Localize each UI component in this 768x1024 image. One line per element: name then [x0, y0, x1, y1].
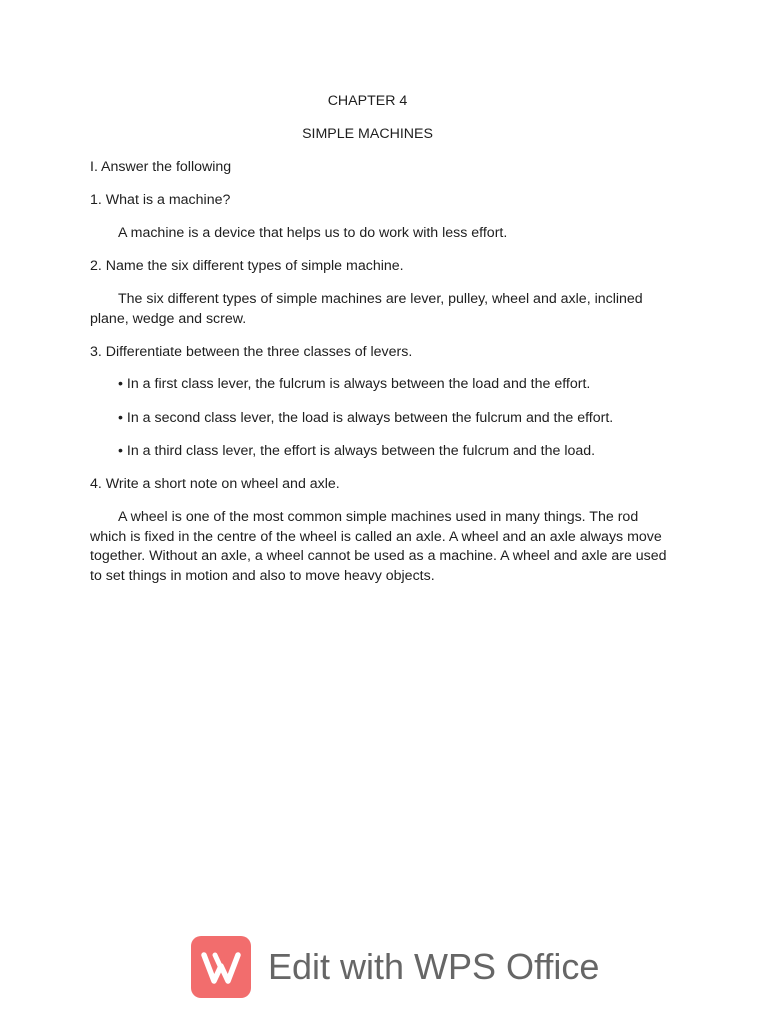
chapter-number: CHAPTER 4 — [327, 93, 408, 109]
lever-bullet-second-class: • In a second class lever, the load is always between the fulcrum and the effort. — [118, 410, 614, 426]
answer-1: A machine is a device that helps us to do work with less effort. — [118, 225, 508, 241]
chapter-title: SIMPLE MACHINES — [302, 126, 433, 142]
section-heading: I. Answer the following — [90, 159, 232, 175]
document-page — [90, 0, 680, 1024]
answer-2: The six different types of simple machines are lever, pulley, wheel and axle, inclined plane, wedge and screw. — [90, 291, 643, 327]
lever-bullet-third-class: • In a third class lever, the effort is always between the fulcrum and the load. — [118, 443, 596, 459]
lever-bullet-first-class: • In a first class lever, the fulcrum is always between the load and the effort. — [118, 376, 591, 392]
answer-4: A wheel is one of the most common simple machines used in many things. The rod which is fixed in the centre of the wheel is called an axle. A wheel and an axle always move together. Without an axle, a wheel cannot be used as a machine. A wheel and axle are used to set things in motion and also to move heavy objects. — [90, 509, 667, 584]
question-4: 4. Write a short note on wheel and axle. — [90, 476, 340, 492]
wps-w-mark-icon — [191, 936, 251, 998]
question-1: 1. What is a machine? — [90, 192, 231, 208]
edit-with-wps-link[interactable]: Edit with WPS Office — [268, 946, 600, 987]
question-2: 2. Name the six different types of simple machine. — [90, 258, 404, 274]
wps-logo-icon[interactable] — [191, 936, 251, 998]
question-3: 3. Differentiate between the three classes of levers. — [90, 344, 413, 360]
